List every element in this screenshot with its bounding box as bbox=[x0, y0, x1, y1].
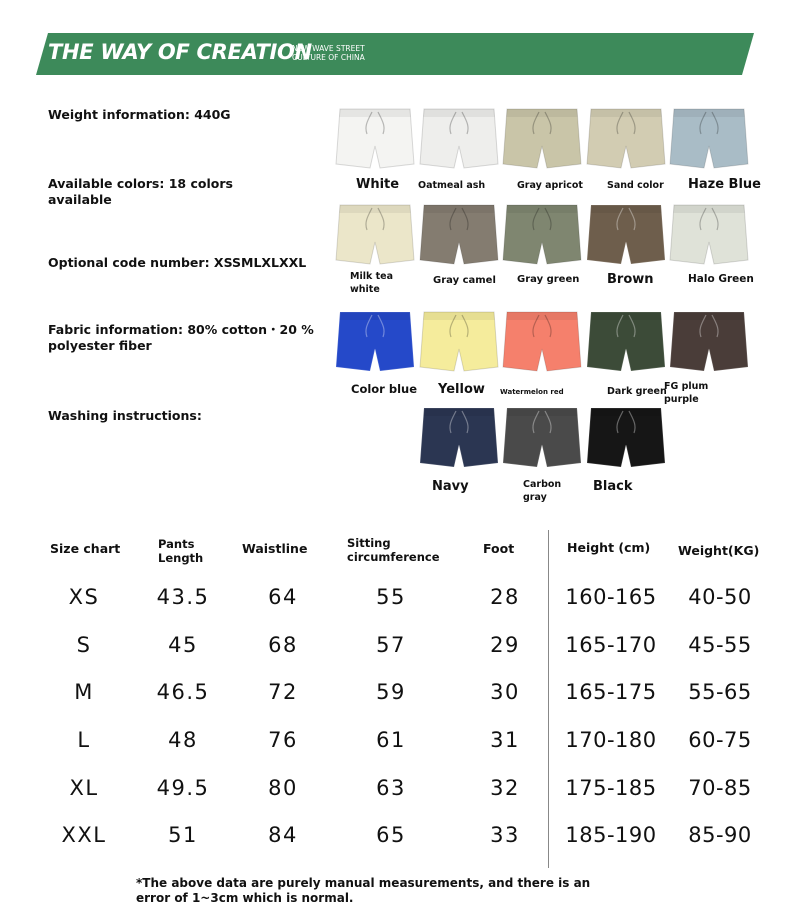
table-cell: 76 bbox=[268, 728, 298, 752]
table-cell: 45 bbox=[168, 633, 198, 657]
table-cell: 43.5 bbox=[156, 585, 210, 609]
swatch-milk-tea-white bbox=[334, 202, 416, 268]
swatch-label-halo-green: Halo Green bbox=[688, 273, 754, 285]
shorts-icon bbox=[585, 405, 667, 471]
table-cell: 32 bbox=[490, 776, 520, 800]
header-size-chart: Size chart bbox=[50, 541, 121, 556]
banner-title: THE WAY OF CREATION bbox=[48, 40, 312, 64]
swatch-navy bbox=[418, 405, 500, 471]
shorts-icon bbox=[501, 202, 583, 268]
table-cell: 63 bbox=[376, 776, 406, 800]
shorts-icon bbox=[418, 202, 500, 268]
shorts-icon bbox=[585, 309, 667, 375]
shorts-icon bbox=[334, 202, 416, 268]
table-cell: 57 bbox=[376, 633, 406, 657]
table-cell: S bbox=[76, 633, 92, 657]
table-cell: 55-65 bbox=[688, 680, 752, 704]
table-cell: 65 bbox=[376, 823, 406, 847]
table-cell: 31 bbox=[490, 728, 520, 752]
swatch-yellow bbox=[418, 309, 500, 375]
shorts-icon bbox=[418, 405, 500, 471]
header-foot: Foot bbox=[483, 541, 515, 556]
header-pants-length: Pants Length bbox=[158, 537, 204, 565]
table-cell: 28 bbox=[490, 585, 520, 609]
table-cell: 68 bbox=[268, 633, 298, 657]
swatch-label-brown: Brown bbox=[607, 272, 654, 287]
swatch-brown bbox=[585, 202, 667, 268]
shorts-icon bbox=[668, 309, 750, 375]
table-cell: 84 bbox=[268, 823, 298, 847]
swatch-label-oatmeal-ash: Oatmeal ash bbox=[418, 180, 486, 191]
header-sitting-circumference: Sitting circumference bbox=[347, 536, 440, 564]
header-waistline: Waistline bbox=[242, 541, 308, 556]
shorts-icon bbox=[501, 405, 583, 471]
table-cell: 170-180 bbox=[565, 728, 657, 752]
swatch-haze-blue bbox=[668, 106, 750, 172]
swatch-label-fg-plum-purple: FG plum purple bbox=[664, 381, 709, 405]
swatch-color-blue bbox=[334, 309, 416, 375]
shorts-icon bbox=[501, 309, 583, 375]
shorts-icon bbox=[334, 106, 416, 172]
swatch-label-navy: Navy bbox=[432, 479, 469, 494]
washing-info: Washing instructions: bbox=[48, 408, 202, 423]
swatch-label-black: Black bbox=[593, 479, 633, 494]
table-cell: 64 bbox=[268, 585, 298, 609]
table-cell: 165-175 bbox=[565, 680, 657, 704]
table-cell: 45-55 bbox=[688, 633, 752, 657]
header-height: Height (cm) bbox=[567, 540, 651, 555]
table-cell: 61 bbox=[376, 728, 406, 752]
banner-subtitle-line2: CULTURE OF CHINA bbox=[292, 53, 365, 62]
swatch-label-gray-green: Gray green bbox=[517, 274, 580, 285]
shorts-icon bbox=[501, 106, 583, 172]
swatch-label-sand-color: Sand color bbox=[607, 180, 664, 191]
swatch-dark-green bbox=[585, 309, 667, 375]
shorts-icon bbox=[585, 106, 667, 172]
colors-info: Available colors: 18 colors available bbox=[48, 176, 233, 207]
table-cell: 49.5 bbox=[156, 776, 210, 800]
title-banner bbox=[36, 33, 754, 75]
table-cell: 33 bbox=[490, 823, 520, 847]
weight-info: Weight information: 440G bbox=[48, 107, 231, 122]
swatch-gray-camel bbox=[418, 202, 500, 268]
table-cell: 70-85 bbox=[688, 776, 752, 800]
table-cell: XL bbox=[69, 776, 99, 800]
banner-subtitle bbox=[292, 44, 365, 62]
swatch-label-gray-camel: Gray camel bbox=[433, 275, 496, 286]
swatch-label-carbon-gray: Carbon gray bbox=[523, 479, 562, 503]
swatch-label-watermelon-red: Watermelon red bbox=[500, 388, 564, 396]
header-weight: Weight(KG) bbox=[678, 543, 760, 558]
shorts-icon bbox=[668, 106, 750, 172]
table-cell: 160-165 bbox=[565, 585, 657, 609]
table-cell: 51 bbox=[168, 823, 198, 847]
shorts-icon bbox=[334, 309, 416, 375]
table-cell: 165-170 bbox=[565, 633, 657, 657]
fabric-info: Fabric information: 80% cotton・20 % polyester fiber bbox=[48, 322, 314, 353]
table-cell: 30 bbox=[490, 680, 520, 704]
swatch-label-white: White bbox=[356, 177, 400, 192]
shorts-icon bbox=[668, 202, 750, 268]
table-cell: 72 bbox=[268, 680, 298, 704]
swatch-gray-green bbox=[501, 202, 583, 268]
table-cell: 59 bbox=[376, 680, 406, 704]
code-info: Optional code number: XSSMLXLXXL bbox=[48, 255, 307, 270]
table-cell: XXL bbox=[61, 823, 107, 847]
table-cell: 40-50 bbox=[688, 585, 752, 609]
table-cell: 80 bbox=[268, 776, 298, 800]
swatch-label-haze-blue: Haze Blue bbox=[688, 177, 761, 192]
swatch-sand-color bbox=[585, 106, 667, 172]
swatch-carbon-gray bbox=[501, 405, 583, 471]
banner-subtitle-line1: NEW WAVE STREET bbox=[292, 44, 365, 53]
swatch-gray-apricot bbox=[501, 106, 583, 172]
table-cell: 55 bbox=[376, 585, 406, 609]
shorts-icon bbox=[418, 309, 500, 375]
table-cell: M bbox=[74, 680, 94, 704]
table-cell: 175-185 bbox=[565, 776, 657, 800]
swatch-fg-plum-purple bbox=[668, 309, 750, 375]
swatch-label-milk-tea-white: Milk tea white bbox=[350, 271, 393, 295]
swatch-label-gray-apricot: Gray apricot bbox=[517, 180, 583, 191]
measurement-note: *The above data are purely manual measurements, and there is an error of 1~3cm which is normal. bbox=[136, 876, 591, 905]
shorts-icon bbox=[418, 106, 500, 172]
swatch-label-yellow: Yellow bbox=[438, 382, 485, 397]
shorts-icon bbox=[585, 202, 667, 268]
swatch-halo-green bbox=[668, 202, 750, 268]
table-cell: 60-75 bbox=[688, 728, 752, 752]
table-cell: L bbox=[77, 728, 91, 752]
swatch-black bbox=[585, 405, 667, 471]
swatch-oatmeal-ash bbox=[418, 106, 500, 172]
table-cell: 46.5 bbox=[156, 680, 210, 704]
swatch-label-color-blue: Color blue bbox=[351, 382, 418, 396]
swatch-watermelon-red bbox=[501, 309, 583, 375]
swatch-label-dark-green: Dark green bbox=[607, 386, 667, 397]
swatch-white bbox=[334, 106, 416, 172]
table-cell: 185-190 bbox=[565, 823, 657, 847]
table-cell: 85-90 bbox=[688, 823, 752, 847]
table-cell: XS bbox=[68, 585, 100, 609]
table-cell: 48 bbox=[168, 728, 198, 752]
table-cell: 29 bbox=[490, 633, 520, 657]
